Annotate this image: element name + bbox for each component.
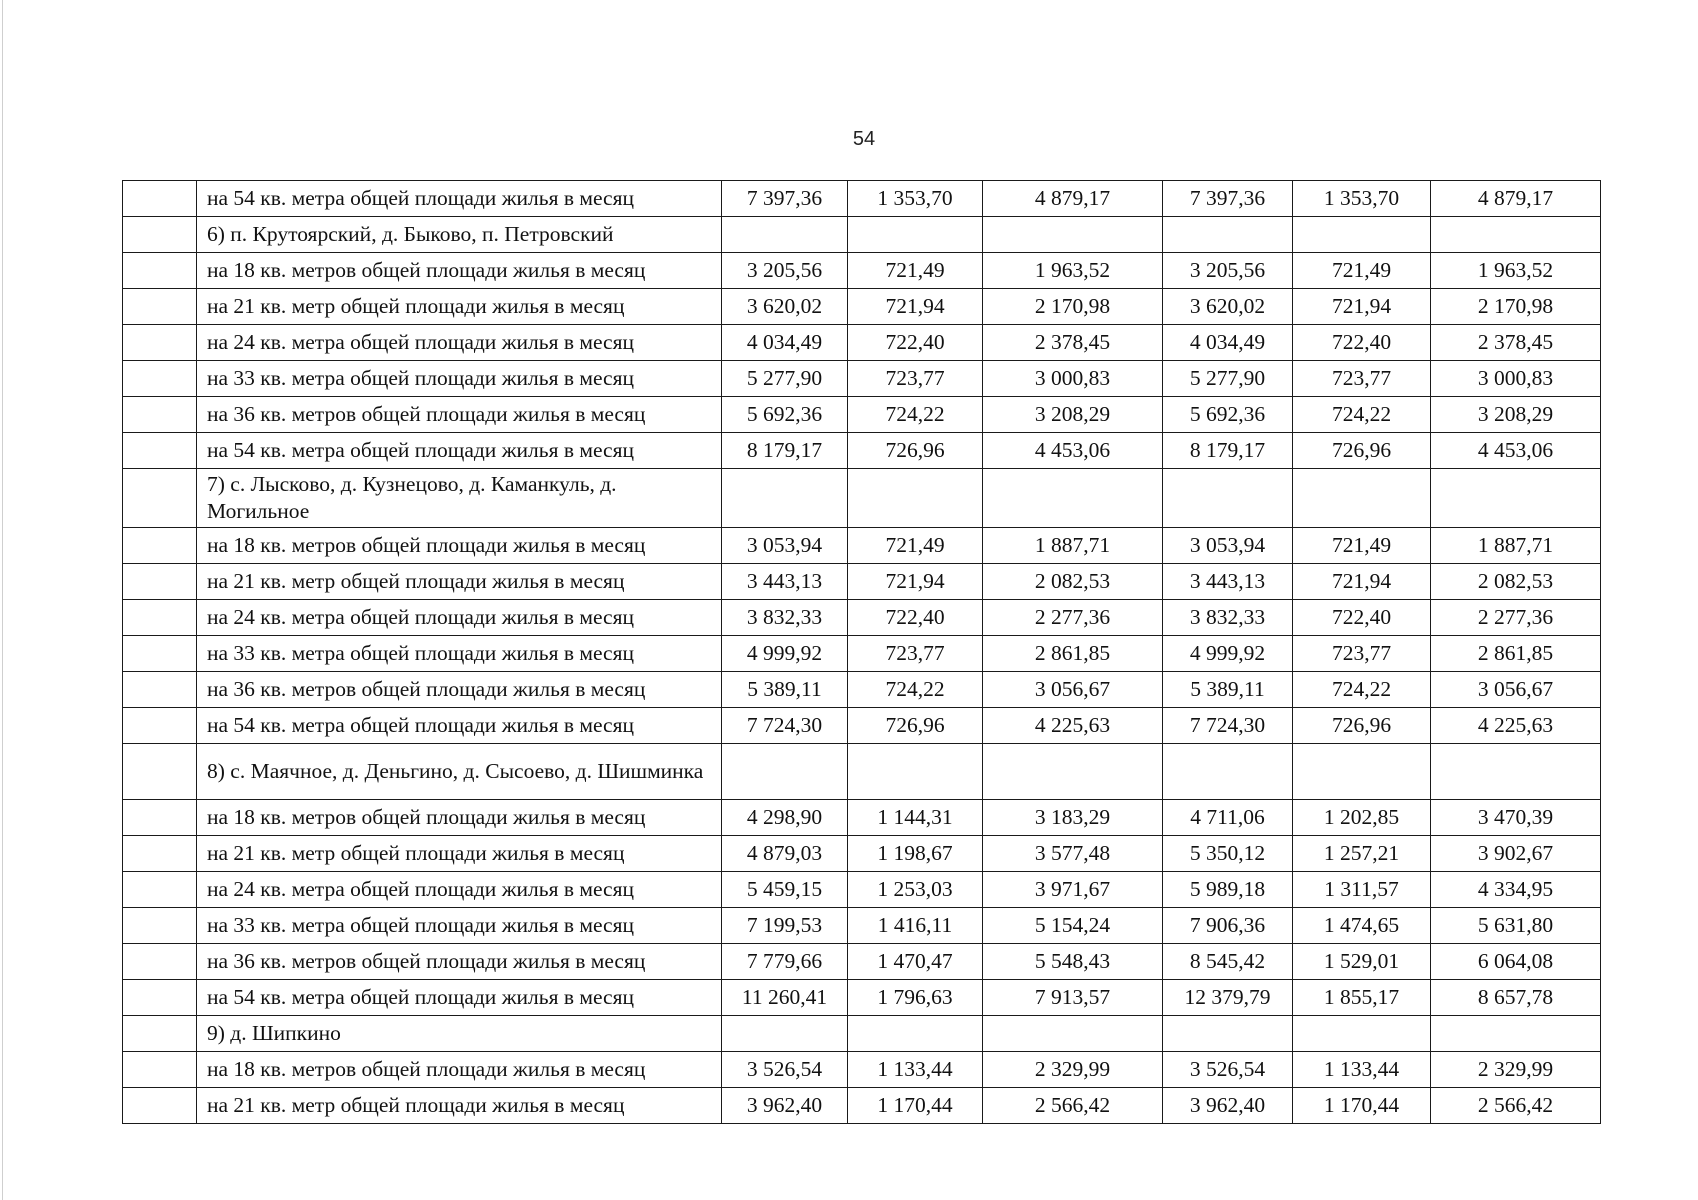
value-cell: 3 056,67 xyxy=(1431,672,1601,708)
area-description: на 21 кв. метр общей площади жилья в месяц xyxy=(197,289,722,325)
section-title: 7) с. Лысково, д. Кузнецово, д. Каманкуль, д. Могильное xyxy=(197,469,722,528)
section-header-row xyxy=(123,469,1601,528)
value-cell: 4 999,92 xyxy=(1163,636,1293,672)
value-cell: 5 692,36 xyxy=(722,397,848,433)
value-cell: 726,96 xyxy=(848,433,983,469)
empty-cell xyxy=(1293,217,1431,253)
value-cell: 723,77 xyxy=(1293,361,1431,397)
row-number-cell xyxy=(123,253,197,289)
area-description: на 18 кв. метров общей площади жилья в месяц xyxy=(197,800,722,836)
scan-edge-line xyxy=(2,0,3,1200)
value-cell: 3 205,56 xyxy=(722,253,848,289)
empty-cell xyxy=(1163,1016,1293,1052)
value-cell: 3 000,83 xyxy=(1431,361,1601,397)
table-row xyxy=(123,944,1601,980)
value-cell: 2 170,98 xyxy=(1431,289,1601,325)
area-description: на 24 кв. метра общей площади жилья в месяц xyxy=(197,872,722,908)
value-cell: 7 397,36 xyxy=(722,181,848,217)
value-cell: 3 902,67 xyxy=(1431,836,1601,872)
row-number-cell xyxy=(123,433,197,469)
value-cell: 4 453,06 xyxy=(983,433,1163,469)
value-cell: 3 832,33 xyxy=(1163,600,1293,636)
value-cell: 2 082,53 xyxy=(1431,564,1601,600)
area-description: на 33 кв. метра общей площади жилья в месяц xyxy=(197,908,722,944)
value-cell: 1 416,11 xyxy=(848,908,983,944)
value-cell: 5 154,24 xyxy=(983,908,1163,944)
table-row xyxy=(123,872,1601,908)
empty-cell xyxy=(1163,217,1293,253)
value-cell: 726,96 xyxy=(848,708,983,744)
empty-cell xyxy=(983,469,1163,528)
section-header-row xyxy=(123,217,1601,253)
value-cell: 1 170,44 xyxy=(848,1088,983,1124)
area-description: на 24 кв. метра общей площади жилья в месяц xyxy=(197,600,722,636)
value-cell: 4 334,95 xyxy=(1431,872,1601,908)
value-cell: 4 879,17 xyxy=(1431,181,1601,217)
row-number-cell xyxy=(123,1052,197,1088)
table-row xyxy=(123,564,1601,600)
value-cell: 1 353,70 xyxy=(1293,181,1431,217)
value-cell: 2 378,45 xyxy=(1431,325,1601,361)
row-number-cell xyxy=(123,800,197,836)
value-cell: 2 329,99 xyxy=(983,1052,1163,1088)
empty-cell xyxy=(1293,1016,1431,1052)
value-cell: 726,96 xyxy=(1293,433,1431,469)
empty-cell xyxy=(1431,469,1601,528)
value-cell: 1 198,67 xyxy=(848,836,983,872)
table-row xyxy=(123,1052,1601,1088)
value-cell: 1 887,71 xyxy=(983,528,1163,564)
area-description: на 18 кв. метров общей площади жилья в месяц xyxy=(197,253,722,289)
value-cell: 3 962,40 xyxy=(722,1088,848,1124)
row-number-cell xyxy=(123,980,197,1016)
row-number-cell xyxy=(123,836,197,872)
area-description: на 24 кв. метра общей площади жилья в месяц xyxy=(197,325,722,361)
table-row xyxy=(123,600,1601,636)
value-cell: 1 796,63 xyxy=(848,980,983,1016)
value-cell: 1 133,44 xyxy=(1293,1052,1431,1088)
value-cell: 721,49 xyxy=(848,528,983,564)
row-number-cell xyxy=(123,872,197,908)
value-cell: 5 692,36 xyxy=(1163,397,1293,433)
table-row xyxy=(123,181,1601,217)
value-cell: 1 887,71 xyxy=(1431,528,1601,564)
value-cell: 2 082,53 xyxy=(983,564,1163,600)
empty-cell xyxy=(1163,744,1293,800)
value-cell: 722,40 xyxy=(1293,325,1431,361)
area-description: на 36 кв. метров общей площади жилья в месяц xyxy=(197,944,722,980)
value-cell: 721,94 xyxy=(848,564,983,600)
value-cell: 4 999,92 xyxy=(722,636,848,672)
value-cell: 3 208,29 xyxy=(983,397,1163,433)
value-cell: 2 170,98 xyxy=(983,289,1163,325)
value-cell: 1 202,85 xyxy=(1293,800,1431,836)
table-row xyxy=(123,361,1601,397)
value-cell: 3 962,40 xyxy=(1163,1088,1293,1124)
area-description: на 33 кв. метра общей площади жилья в месяц xyxy=(197,361,722,397)
value-cell: 2 566,42 xyxy=(1431,1088,1601,1124)
value-cell: 7 906,36 xyxy=(1163,908,1293,944)
table-row xyxy=(123,325,1601,361)
value-cell: 3 053,94 xyxy=(722,528,848,564)
table-row xyxy=(123,433,1601,469)
table-row xyxy=(123,289,1601,325)
value-cell: 3 443,13 xyxy=(1163,564,1293,600)
empty-cell xyxy=(1293,744,1431,800)
row-number-cell xyxy=(123,564,197,600)
value-cell: 721,94 xyxy=(1293,289,1431,325)
value-cell: 7 779,66 xyxy=(722,944,848,980)
value-cell: 4 879,03 xyxy=(722,836,848,872)
area-description: на 18 кв. метров общей площади жилья в месяц xyxy=(197,528,722,564)
value-cell: 1 963,52 xyxy=(983,253,1163,289)
table-row xyxy=(123,708,1601,744)
value-cell: 5 389,11 xyxy=(722,672,848,708)
row-number-cell xyxy=(123,1088,197,1124)
value-cell: 5 989,18 xyxy=(1163,872,1293,908)
empty-cell xyxy=(848,469,983,528)
area-description: на 54 кв. метра общей площади жилья в месяц xyxy=(197,433,722,469)
value-cell: 7 724,30 xyxy=(1163,708,1293,744)
value-cell: 2 277,36 xyxy=(1431,600,1601,636)
value-cell: 3 056,67 xyxy=(983,672,1163,708)
value-cell: 3 971,67 xyxy=(983,872,1163,908)
empty-cell xyxy=(1293,469,1431,528)
value-cell: 724,22 xyxy=(1293,672,1431,708)
value-cell: 3 053,94 xyxy=(1163,528,1293,564)
value-cell: 722,40 xyxy=(1293,600,1431,636)
value-cell: 1 170,44 xyxy=(1293,1088,1431,1124)
row-number-cell xyxy=(123,944,197,980)
row-number-cell xyxy=(123,600,197,636)
area-description: на 54 кв. метра общей площади жилья в месяц xyxy=(197,708,722,744)
value-cell: 7 199,53 xyxy=(722,908,848,944)
value-cell: 3 208,29 xyxy=(1431,397,1601,433)
empty-cell xyxy=(848,744,983,800)
value-cell: 722,40 xyxy=(848,325,983,361)
value-cell: 4 225,63 xyxy=(1431,708,1601,744)
empty-cell xyxy=(1431,744,1601,800)
row-number-cell xyxy=(123,289,197,325)
value-cell: 3 620,02 xyxy=(1163,289,1293,325)
value-cell: 721,49 xyxy=(848,253,983,289)
value-cell: 1 353,70 xyxy=(848,181,983,217)
value-cell: 2 566,42 xyxy=(983,1088,1163,1124)
value-cell: 4 879,17 xyxy=(983,181,1163,217)
row-number-cell xyxy=(123,1016,197,1052)
value-cell: 8 179,17 xyxy=(1163,433,1293,469)
value-cell: 2 861,85 xyxy=(983,636,1163,672)
value-cell: 2 378,45 xyxy=(983,325,1163,361)
empty-cell xyxy=(848,1016,983,1052)
value-cell: 723,77 xyxy=(848,636,983,672)
value-cell: 5 459,15 xyxy=(722,872,848,908)
value-cell: 2 277,36 xyxy=(983,600,1163,636)
value-cell: 8 657,78 xyxy=(1431,980,1601,1016)
area-description: на 18 кв. метров общей площади жилья в месяц xyxy=(197,1052,722,1088)
value-cell: 2 329,99 xyxy=(1431,1052,1601,1088)
value-cell: 4 298,90 xyxy=(722,800,848,836)
value-cell: 1 963,52 xyxy=(1431,253,1601,289)
area-description: на 21 кв. метр общей площади жилья в месяц xyxy=(197,836,722,872)
table-row xyxy=(123,1088,1601,1124)
value-cell: 721,94 xyxy=(848,289,983,325)
empty-cell xyxy=(722,469,848,528)
value-cell: 4 711,06 xyxy=(1163,800,1293,836)
value-cell: 3 577,48 xyxy=(983,836,1163,872)
value-cell: 1 311,57 xyxy=(1293,872,1431,908)
row-number-cell xyxy=(123,361,197,397)
value-cell: 3 620,02 xyxy=(722,289,848,325)
table-row xyxy=(123,672,1601,708)
value-cell: 5 277,90 xyxy=(722,361,848,397)
value-cell: 721,94 xyxy=(1293,564,1431,600)
value-cell: 7 397,36 xyxy=(1163,181,1293,217)
value-cell: 1 257,21 xyxy=(1293,836,1431,872)
value-cell: 8 545,42 xyxy=(1163,944,1293,980)
value-cell: 7 724,30 xyxy=(722,708,848,744)
tariff-table xyxy=(122,180,1601,1124)
value-cell: 5 548,43 xyxy=(983,944,1163,980)
value-cell: 3 443,13 xyxy=(722,564,848,600)
value-cell: 4 453,06 xyxy=(1431,433,1601,469)
row-number-cell xyxy=(123,528,197,564)
row-number-cell xyxy=(123,217,197,253)
table-row xyxy=(123,636,1601,672)
value-cell: 3 205,56 xyxy=(1163,253,1293,289)
table-row xyxy=(123,800,1601,836)
value-cell: 722,40 xyxy=(848,600,983,636)
value-cell: 3 832,33 xyxy=(722,600,848,636)
value-cell: 721,49 xyxy=(1293,528,1431,564)
table-row xyxy=(123,528,1601,564)
value-cell: 726,96 xyxy=(1293,708,1431,744)
tariff-table-body xyxy=(123,181,1601,1124)
page-number: 54 xyxy=(852,128,876,150)
empty-cell xyxy=(983,744,1163,800)
row-number-cell xyxy=(123,908,197,944)
empty-cell xyxy=(1431,217,1601,253)
value-cell: 5 631,80 xyxy=(1431,908,1601,944)
value-cell: 5 277,90 xyxy=(1163,361,1293,397)
value-cell: 4 034,49 xyxy=(722,325,848,361)
section-header-row xyxy=(123,744,1601,800)
empty-cell xyxy=(1163,469,1293,528)
section-title: 8) с. Маячное, д. Деньгино, д. Сысоево, д. Шишминка xyxy=(197,744,722,800)
empty-cell xyxy=(1431,1016,1601,1052)
value-cell: 5 389,11 xyxy=(1163,672,1293,708)
value-cell: 4 225,63 xyxy=(983,708,1163,744)
area-description: на 54 кв. метра общей площади жилья в месяц xyxy=(197,181,722,217)
value-cell: 724,22 xyxy=(848,397,983,433)
value-cell: 12 379,79 xyxy=(1163,980,1293,1016)
value-cell: 3 526,54 xyxy=(1163,1052,1293,1088)
area-description: на 21 кв. метр общей площади жилья в месяц xyxy=(197,564,722,600)
area-description: на 36 кв. метров общей площади жилья в месяц xyxy=(197,672,722,708)
empty-cell xyxy=(983,217,1163,253)
empty-cell xyxy=(722,1016,848,1052)
value-cell: 7 913,57 xyxy=(983,980,1163,1016)
value-cell: 724,22 xyxy=(848,672,983,708)
row-number-cell xyxy=(123,469,197,528)
area-description: на 54 кв. метра общей площади жилья в месяц xyxy=(197,980,722,1016)
value-cell: 8 179,17 xyxy=(722,433,848,469)
table-row xyxy=(123,908,1601,944)
row-number-cell xyxy=(123,636,197,672)
value-cell: 1 855,17 xyxy=(1293,980,1431,1016)
table-row xyxy=(123,253,1601,289)
table-row xyxy=(123,397,1601,433)
row-number-cell xyxy=(123,325,197,361)
value-cell: 3 470,39 xyxy=(1431,800,1601,836)
area-description: на 21 кв. метр общей площади жилья в месяц xyxy=(197,1088,722,1124)
value-cell: 4 034,49 xyxy=(1163,325,1293,361)
empty-cell xyxy=(848,217,983,253)
empty-cell xyxy=(722,744,848,800)
value-cell: 1 144,31 xyxy=(848,800,983,836)
row-number-cell xyxy=(123,181,197,217)
area-description: на 36 кв. метров общей площади жилья в месяц xyxy=(197,397,722,433)
value-cell: 724,22 xyxy=(1293,397,1431,433)
row-number-cell xyxy=(123,744,197,800)
value-cell: 11 260,41 xyxy=(722,980,848,1016)
section-header-row xyxy=(123,1016,1601,1052)
empty-cell xyxy=(722,217,848,253)
empty-cell xyxy=(983,1016,1163,1052)
value-cell: 3 526,54 xyxy=(722,1052,848,1088)
value-cell: 723,77 xyxy=(848,361,983,397)
row-number-cell xyxy=(123,672,197,708)
value-cell: 6 064,08 xyxy=(1431,944,1601,980)
value-cell: 2 861,85 xyxy=(1431,636,1601,672)
value-cell: 1 133,44 xyxy=(848,1052,983,1088)
value-cell: 3 000,83 xyxy=(983,361,1163,397)
value-cell: 5 350,12 xyxy=(1163,836,1293,872)
row-number-cell xyxy=(123,397,197,433)
row-number-cell xyxy=(123,708,197,744)
area-description: на 33 кв. метра общей площади жилья в месяц xyxy=(197,636,722,672)
value-cell: 1 474,65 xyxy=(1293,908,1431,944)
section-title: 9) д. Шипкино xyxy=(197,1016,722,1052)
value-cell: 1 253,03 xyxy=(848,872,983,908)
section-title: 6) п. Крутоярский, д. Быково, п. Петровский xyxy=(197,217,722,253)
value-cell: 3 183,29 xyxy=(983,800,1163,836)
table-row xyxy=(123,836,1601,872)
value-cell: 1 470,47 xyxy=(848,944,983,980)
value-cell: 1 529,01 xyxy=(1293,944,1431,980)
value-cell: 721,49 xyxy=(1293,253,1431,289)
value-cell: 723,77 xyxy=(1293,636,1431,672)
table-row xyxy=(123,980,1601,1016)
